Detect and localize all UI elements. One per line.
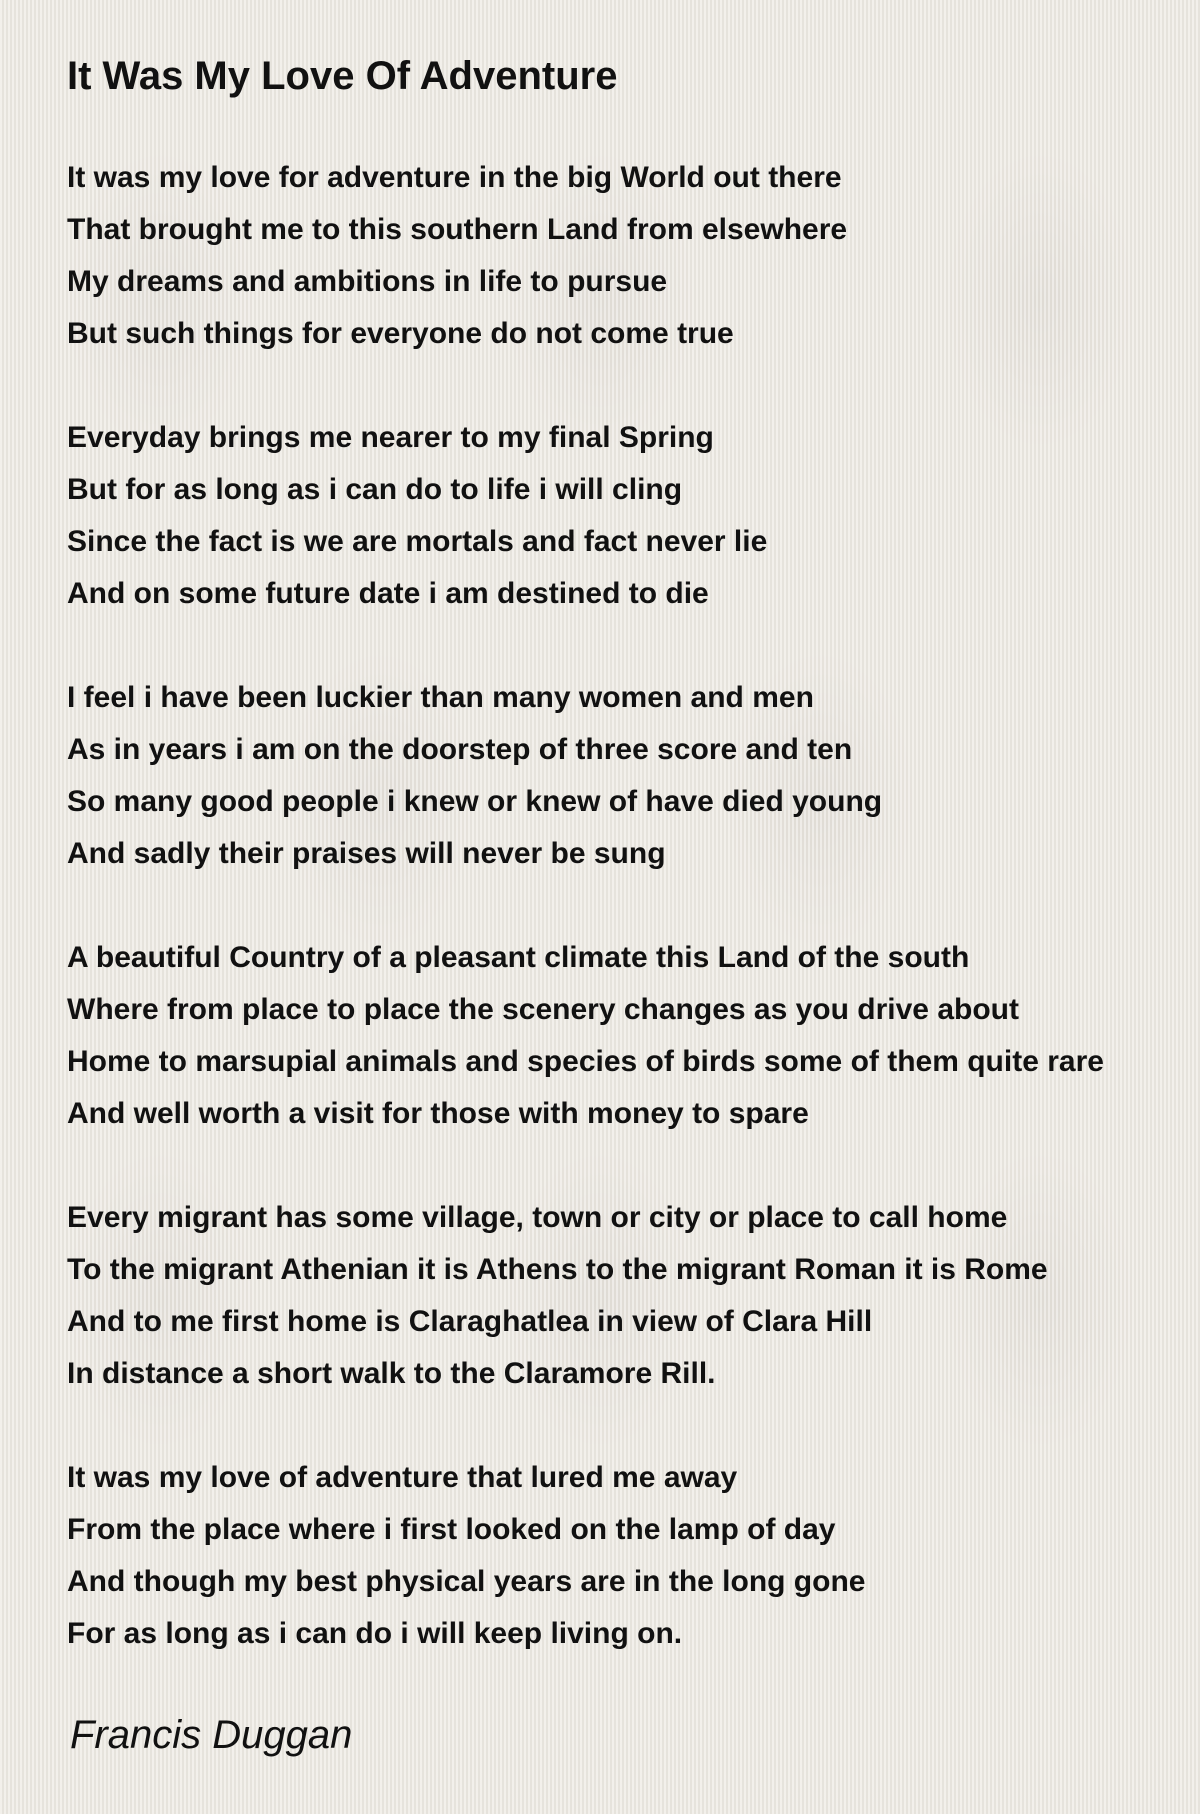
poem-line: In distance a short walk to the Claramore Rill. [67, 1357, 716, 1390]
stanza-1 [67, 152, 1187, 360]
poem-line: Home to marsupial animals and species of birds some of them quite rare [67, 1045, 1104, 1078]
poem-line: Every migrant has some village, town or city or place to call home [67, 1201, 1008, 1234]
poem-author: Francis Duggan [70, 1713, 353, 1757]
poem-title: It Was My Love Of Adventure [67, 54, 618, 98]
poem-line: And sadly their praises will never be sung [67, 837, 666, 870]
poem-line: It was my love for adventure in the big World out there [67, 161, 842, 194]
poem-page [67, 48, 1187, 1712]
stanza-6 [67, 1452, 1187, 1660]
stanza-5 [67, 1192, 1187, 1400]
poem-line: Where from place to place the scenery changes as you drive about [67, 993, 1019, 1026]
poem-line: I feel i have been luckier than many women and men [67, 681, 814, 714]
poem-line: As in years i am on the doorstep of three score and ten [67, 733, 853, 766]
poem-line: And on some future date i am destined to die [67, 577, 709, 610]
poem-line: For as long as i can do i will keep living on. [67, 1617, 683, 1650]
poem-line: That brought me to this southern Land from elsewhere [67, 213, 848, 246]
poem-line: My dreams and ambitions in life to pursue [67, 265, 668, 298]
poem-line: But for as long as i can do to life i will cling [67, 473, 683, 506]
poem-line: To the migrant Athenian it is Athens to the migrant Roman it is Rome [67, 1253, 1048, 1286]
poem-line: But such things for everyone do not come true [67, 317, 734, 350]
stanza-3 [67, 672, 1187, 880]
poem-line: Since the fact is we are mortals and fact never lie [67, 525, 768, 558]
poem-line: Everyday brings me nearer to my final Spring [67, 421, 714, 454]
stanza-2 [67, 412, 1187, 620]
poem-line: From the place where i first looked on the lamp of day [67, 1513, 836, 1546]
poem-line: And to me first home is Claraghatlea in view of Clara Hill [67, 1305, 873, 1338]
poem-line: And well worth a visit for those with money to spare [67, 1097, 809, 1130]
stanza-4 [67, 932, 1187, 1140]
poem-line: It was my love of adventure that lured me away [67, 1461, 738, 1494]
poem-line: So many good people i knew or knew of have died young [67, 785, 883, 818]
poem-line: A beautiful Country of a pleasant climate this Land of the south [67, 941, 970, 974]
poem-line: And though my best physical years are in the long gone [67, 1565, 866, 1598]
